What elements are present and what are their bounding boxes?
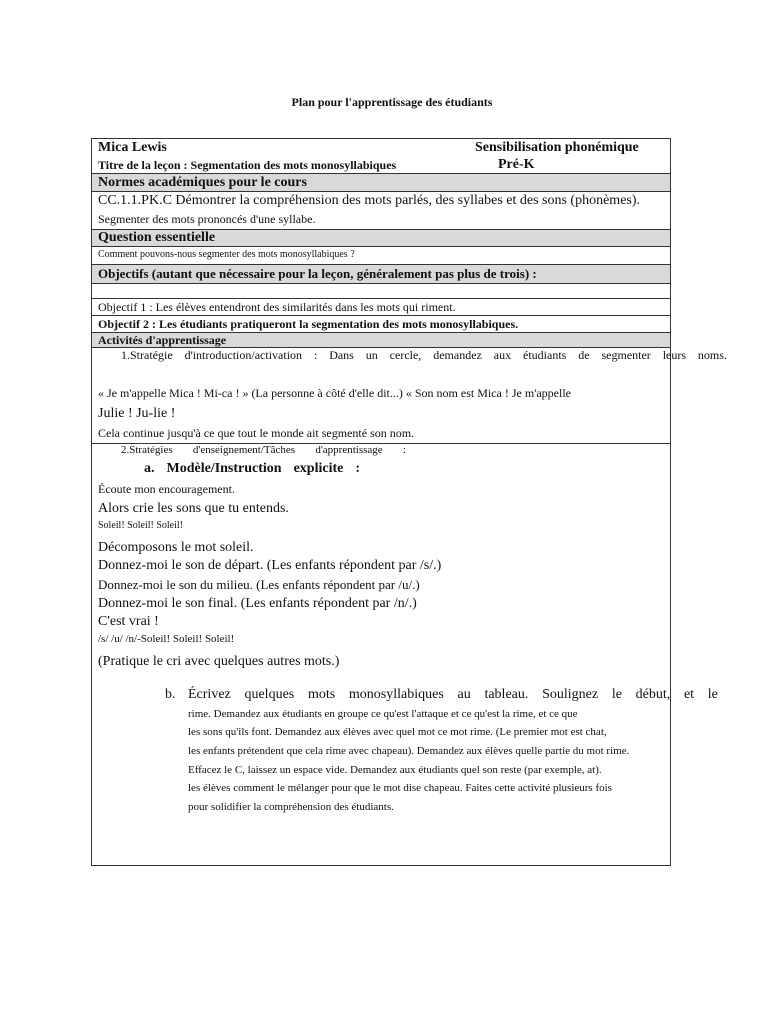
strategy-1-word: noms.	[697, 348, 727, 362]
part-b-word: monosyllabiques	[348, 687, 444, 702]
part-b-first-line	[188, 687, 718, 703]
page-title: Plan pour l'apprentissage des étudiants	[291, 95, 493, 109]
strategy-2-word: 2.Stratégies	[121, 444, 173, 456]
part-b-word: début,	[635, 687, 671, 702]
part-b-word: tableau.	[484, 687, 529, 702]
part-a-word: a.	[144, 461, 155, 476]
objective-1: Objectif 1 : Les élèves entendront des similarités dans les mots qui riment.	[92, 299, 670, 316]
question-heading: Question essentielle	[92, 230, 670, 247]
part-a-line: Décomposons le mot soleil.	[98, 540, 254, 555]
strategy-1-word: aux	[493, 348, 512, 362]
strategy-1-example: « Je m'appelle Mica ! Mi-ca ! » (La personne à côté d'elle dit...) « Son nom est Mica ! Je m'appelle	[98, 386, 571, 400]
essential-question: Comment pouvons-nous segmenter des mots monosyllabiques ?	[92, 247, 670, 265]
header-row	[92, 139, 670, 174]
part-b-word: et	[683, 687, 695, 702]
grade-level: Pré-K	[498, 157, 535, 172]
subject: Sensibilisation phonémique	[475, 140, 639, 155]
strategy-1-word: segmenter	[601, 348, 651, 362]
objectives-heading: Objectifs (autant que nécessaire pour la leçon, généralement pas plus de trois) :	[92, 265, 670, 284]
part-a-line: Donnez-moi le son final. (Les enfants répondent par /n/.)	[98, 596, 417, 611]
part-a-line: (Pratique le cri avec quelques autres mots.)	[98, 654, 340, 669]
objectives-blank-row	[92, 284, 670, 299]
part-a-word: explicite	[293, 461, 344, 476]
standards-section	[92, 192, 670, 230]
strategy-1-word: étudiants	[523, 348, 567, 362]
strategy-1-example-cont: Julie ! Ju-lie !	[98, 406, 176, 421]
part-a-word: :	[355, 461, 360, 476]
part-a-line: Donnez-moi le son de départ. (Les enfants répondent par /s/.)	[98, 558, 442, 573]
part-b-word: Écrivez	[188, 687, 231, 702]
strategy-2-word: d'enseignement/Tâches	[192, 444, 296, 456]
strategy-1-intro	[121, 348, 727, 363]
part-b-word: quelques	[244, 687, 295, 702]
part-b-word: au	[457, 687, 471, 702]
strategy-2-word: :	[402, 444, 406, 456]
part-b-label: b.	[165, 687, 176, 702]
part-a-line: Soleil! Soleil! Soleil!	[98, 520, 183, 531]
teacher-name: Mica Lewis	[98, 140, 167, 155]
strategy-1-note: Cela continue jusqu'à ce que tout le monde ait segmenté son nom.	[98, 426, 415, 440]
part-b-word: le	[707, 687, 718, 702]
strategy-1-word: de	[578, 348, 590, 362]
objective-2: Objectif 2 : Les étudiants pratiqueront la segmentation des mots monosyllabiques.	[92, 316, 670, 333]
activities-heading: Activités d'apprentissage	[92, 333, 670, 348]
strategy-1-word: :	[313, 348, 318, 362]
lesson-plan-table	[91, 138, 727, 866]
part-a-line: /s/ /u/ /n/-Soleil! Soleil! Soleil!	[98, 633, 235, 645]
standard-code-line: CC.1.1.PK.C Démontrer la compréhension des mots parlés, des syllabes et des sons (phonèmes).	[98, 193, 641, 208]
part-b-word: mots	[307, 687, 336, 702]
part-b-line: pour solidifier la compréhension des étudiants.	[188, 801, 394, 813]
strategy-2-heading	[121, 444, 406, 456]
part-a-heading	[144, 461, 360, 477]
strategy-1-word: cercle,	[389, 348, 422, 362]
part-a-line: C'est vrai !	[98, 614, 159, 629]
standard-description: Segmenter des mots prononcés d'une syllabe.	[98, 212, 316, 226]
part-a-line: Écoute mon encouragement.	[98, 482, 235, 496]
part-a-word: Modèle/Instruction	[166, 461, 282, 476]
strategy-1-word: 1.Stratégie	[121, 348, 173, 362]
part-b-word: le	[611, 687, 622, 702]
part-a-line: Alors crie les sons que tu entends.	[98, 501, 289, 516]
part-b-line: Effacez le C, laissez un espace vide. Demandez aux étudiants quel son reste (par exemple, at).	[188, 764, 602, 776]
standards-heading: Normes académiques pour le cours	[92, 174, 670, 192]
strategy-1-word: demandez	[433, 348, 482, 362]
part-b-line: les sons qu'ils font. Demandez aux élèves avec quel mot ce mot rime. (Le premier mot est chat,	[188, 726, 607, 738]
part-b-word: Soulignez	[542, 687, 599, 702]
strategy-1-word: d'introduction/activation	[184, 348, 303, 362]
strategy-2-word: d'apprentissage	[315, 444, 383, 456]
strategy-1-word: un	[365, 348, 378, 362]
lesson-title: Titre de la leçon : Segmentation des mots monosyllabiques	[98, 158, 397, 172]
part-b-line: rime. Demandez aux étudiants en groupe ce qu'est l'attaque et ce qu'est la rime, et ce que	[188, 708, 578, 720]
part-a-line: Donnez-moi le son du milieu. (Les enfants répondent par /u/.)	[98, 577, 420, 592]
part-b-line: les élèves comment le mélanger pour que le mot dise chapeau. Faites cette activité plusieurs fois	[188, 782, 612, 794]
strategy-2-section	[92, 444, 718, 854]
strategy-1-section	[92, 348, 727, 444]
strategy-1-word: Dans	[329, 348, 354, 362]
strategy-1-word: leurs	[662, 348, 687, 362]
part-b-line: les enfants prétendent que cela rime avec chapeau). Demandez aux élèves quelle partie du mot rime.	[188, 745, 630, 757]
